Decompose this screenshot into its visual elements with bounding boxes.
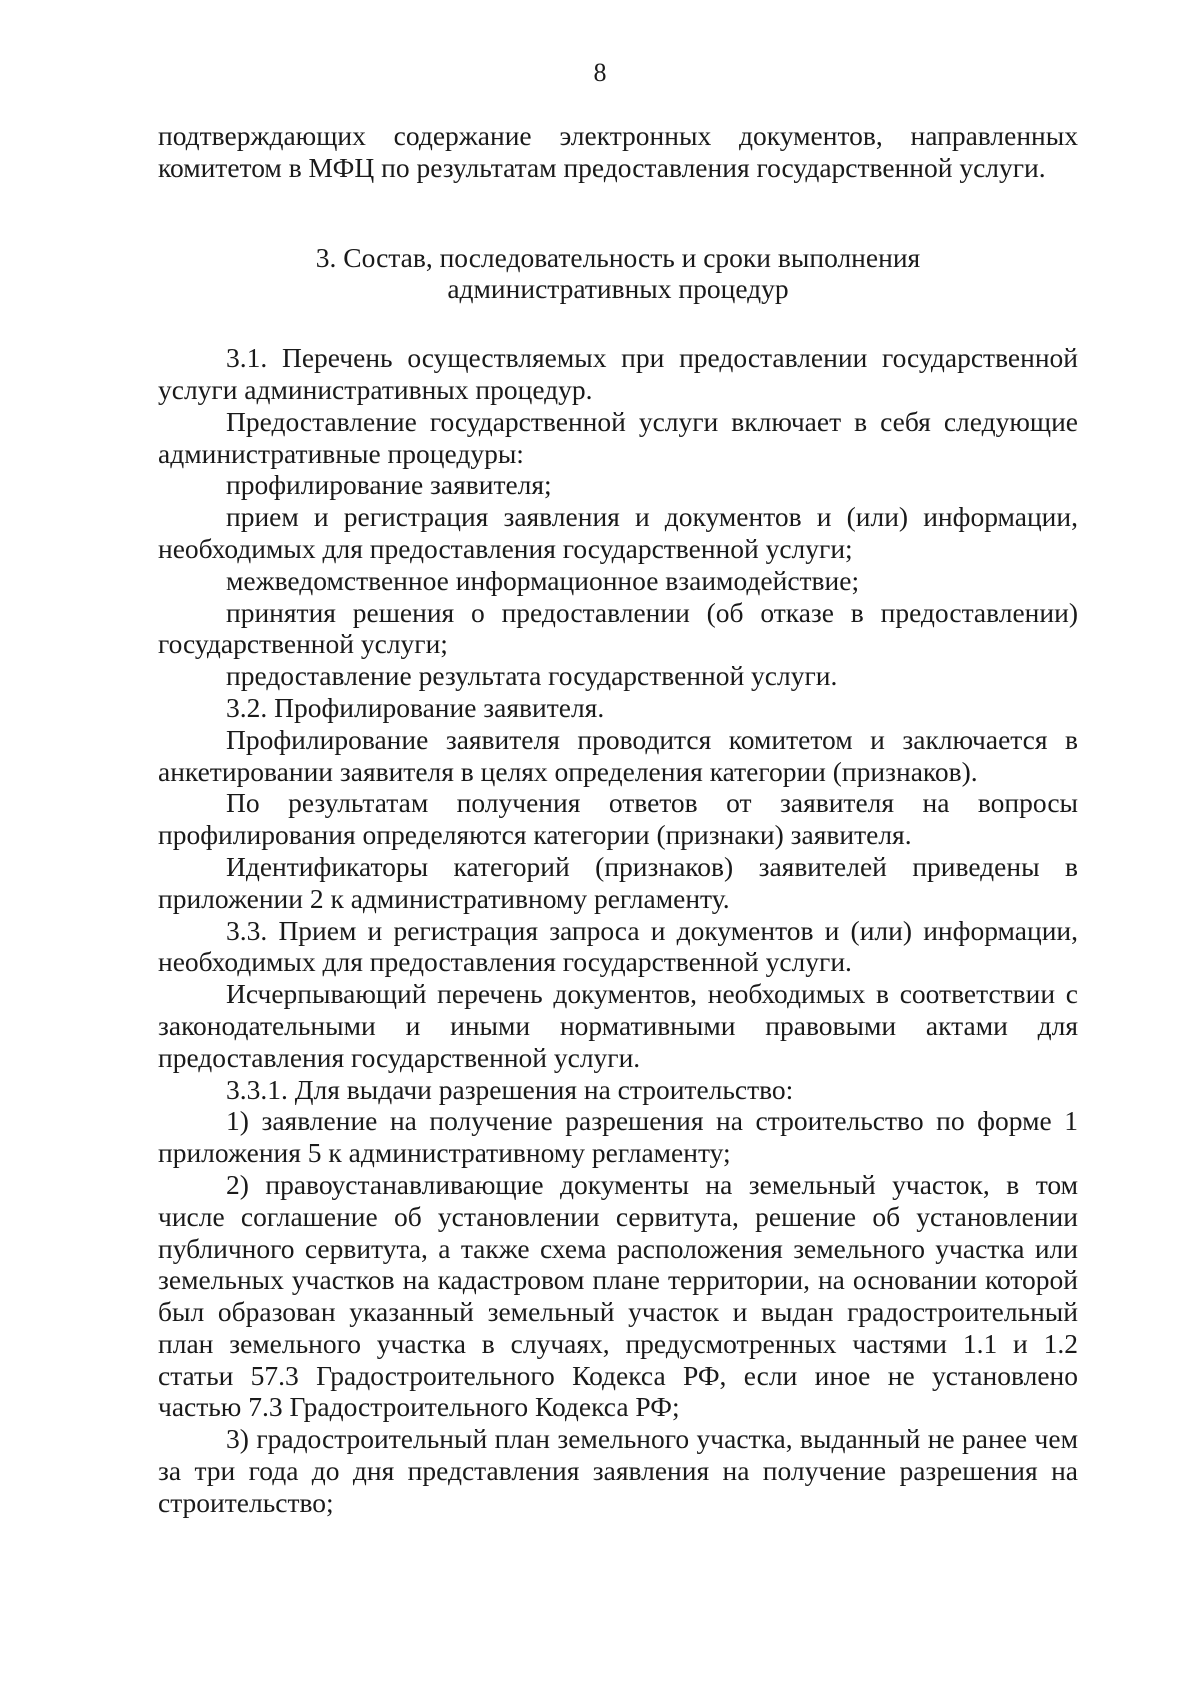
list-item: 3) градостроительный план земельного участка, выданный не ранее чем за три года до дня представления заявления на получение разрешения на строительство; [158, 1423, 1078, 1518]
subsection-heading: 3.3. Прием и регистрация запроса и документов и (или) информации, необходимых для предоставления государственной услуги. [158, 914, 1078, 978]
page-number: 8 [593, 58, 607, 87]
subsection-heading: 3.3.1. Для выдачи разрешения на строительство: [226, 1073, 794, 1105]
section-title-line-1: 3. Состав, последовательность и сроки выполнения [315, 241, 921, 273]
paragraph: Профилирование заявителя проводится комитетом и заключается в анкетировании заявителя в целях определения категории (признаков). [158, 723, 1078, 787]
lead-paragraph: подтверждающих содержание электронных документов, направленных комитетом в МФЦ по результатам предоставления государственной услуги. [158, 120, 1078, 183]
list-item: 1) заявление на получение разрешения на строительство по форме 1 приложения 5 к административному регламенту; [158, 1105, 1078, 1169]
section-title-line-2: административных процедур [447, 273, 789, 305]
subsection-heading: 3.2. Профилирование заявителя. [226, 691, 605, 723]
list-item: 2) правоустанавливающие документы на земельный участок, в том числе соглашение об установлении сервитута, решение об установлении публичного сервитута, а также схема расположения земельного участка или земельных участков на кадастровом плане территории, на основании которой был образован указанный земельный участок и выдан градостроительный план земельного участка в случаях, предусмотренных частями 1.1 и 1.2 статьи 57.3 Градостроительного Кодекса РФ, если иное не установлено частью 7.3 Градостроительного Кодекса РФ; [158, 1168, 1078, 1423]
paragraph: Предоставление государственной услуги включает в себя следующие административные процедуры: [158, 405, 1078, 469]
section-title [158, 242, 1078, 306]
paragraph: Идентификаторы категорий (признаков) заявителей приведены в приложении 2 к административному регламенту. [158, 850, 1078, 914]
paragraph: Исчерпывающий перечень документов, необходимых в соответствии с законодательными и иными нормативными правовыми актами для предоставления государственной услуги. [158, 978, 1078, 1073]
list-item: межведомственное информационное взаимодействие; [226, 564, 860, 596]
document-body [158, 120, 1078, 1519]
list-item: профилирование заявителя; [226, 469, 552, 501]
paragraph: По результатам получения ответов от заявителя на вопросы профилирования определяются категории (признаки) заявителя. [158, 787, 1078, 851]
list-item: прием и регистрация заявления и документов и (или) информации, необходимых для предоставления государственной услуги; [158, 501, 1078, 564]
paragraph: 3.1. Перечень осуществляемых при предоставлении государственной услуги административных процедур. [158, 342, 1078, 405]
list-item: предоставление результата государственной услуги. [226, 660, 838, 692]
list-item: принятия решения о предоставлении (об отказе в предоставлении) государственной услуги; [158, 596, 1078, 660]
